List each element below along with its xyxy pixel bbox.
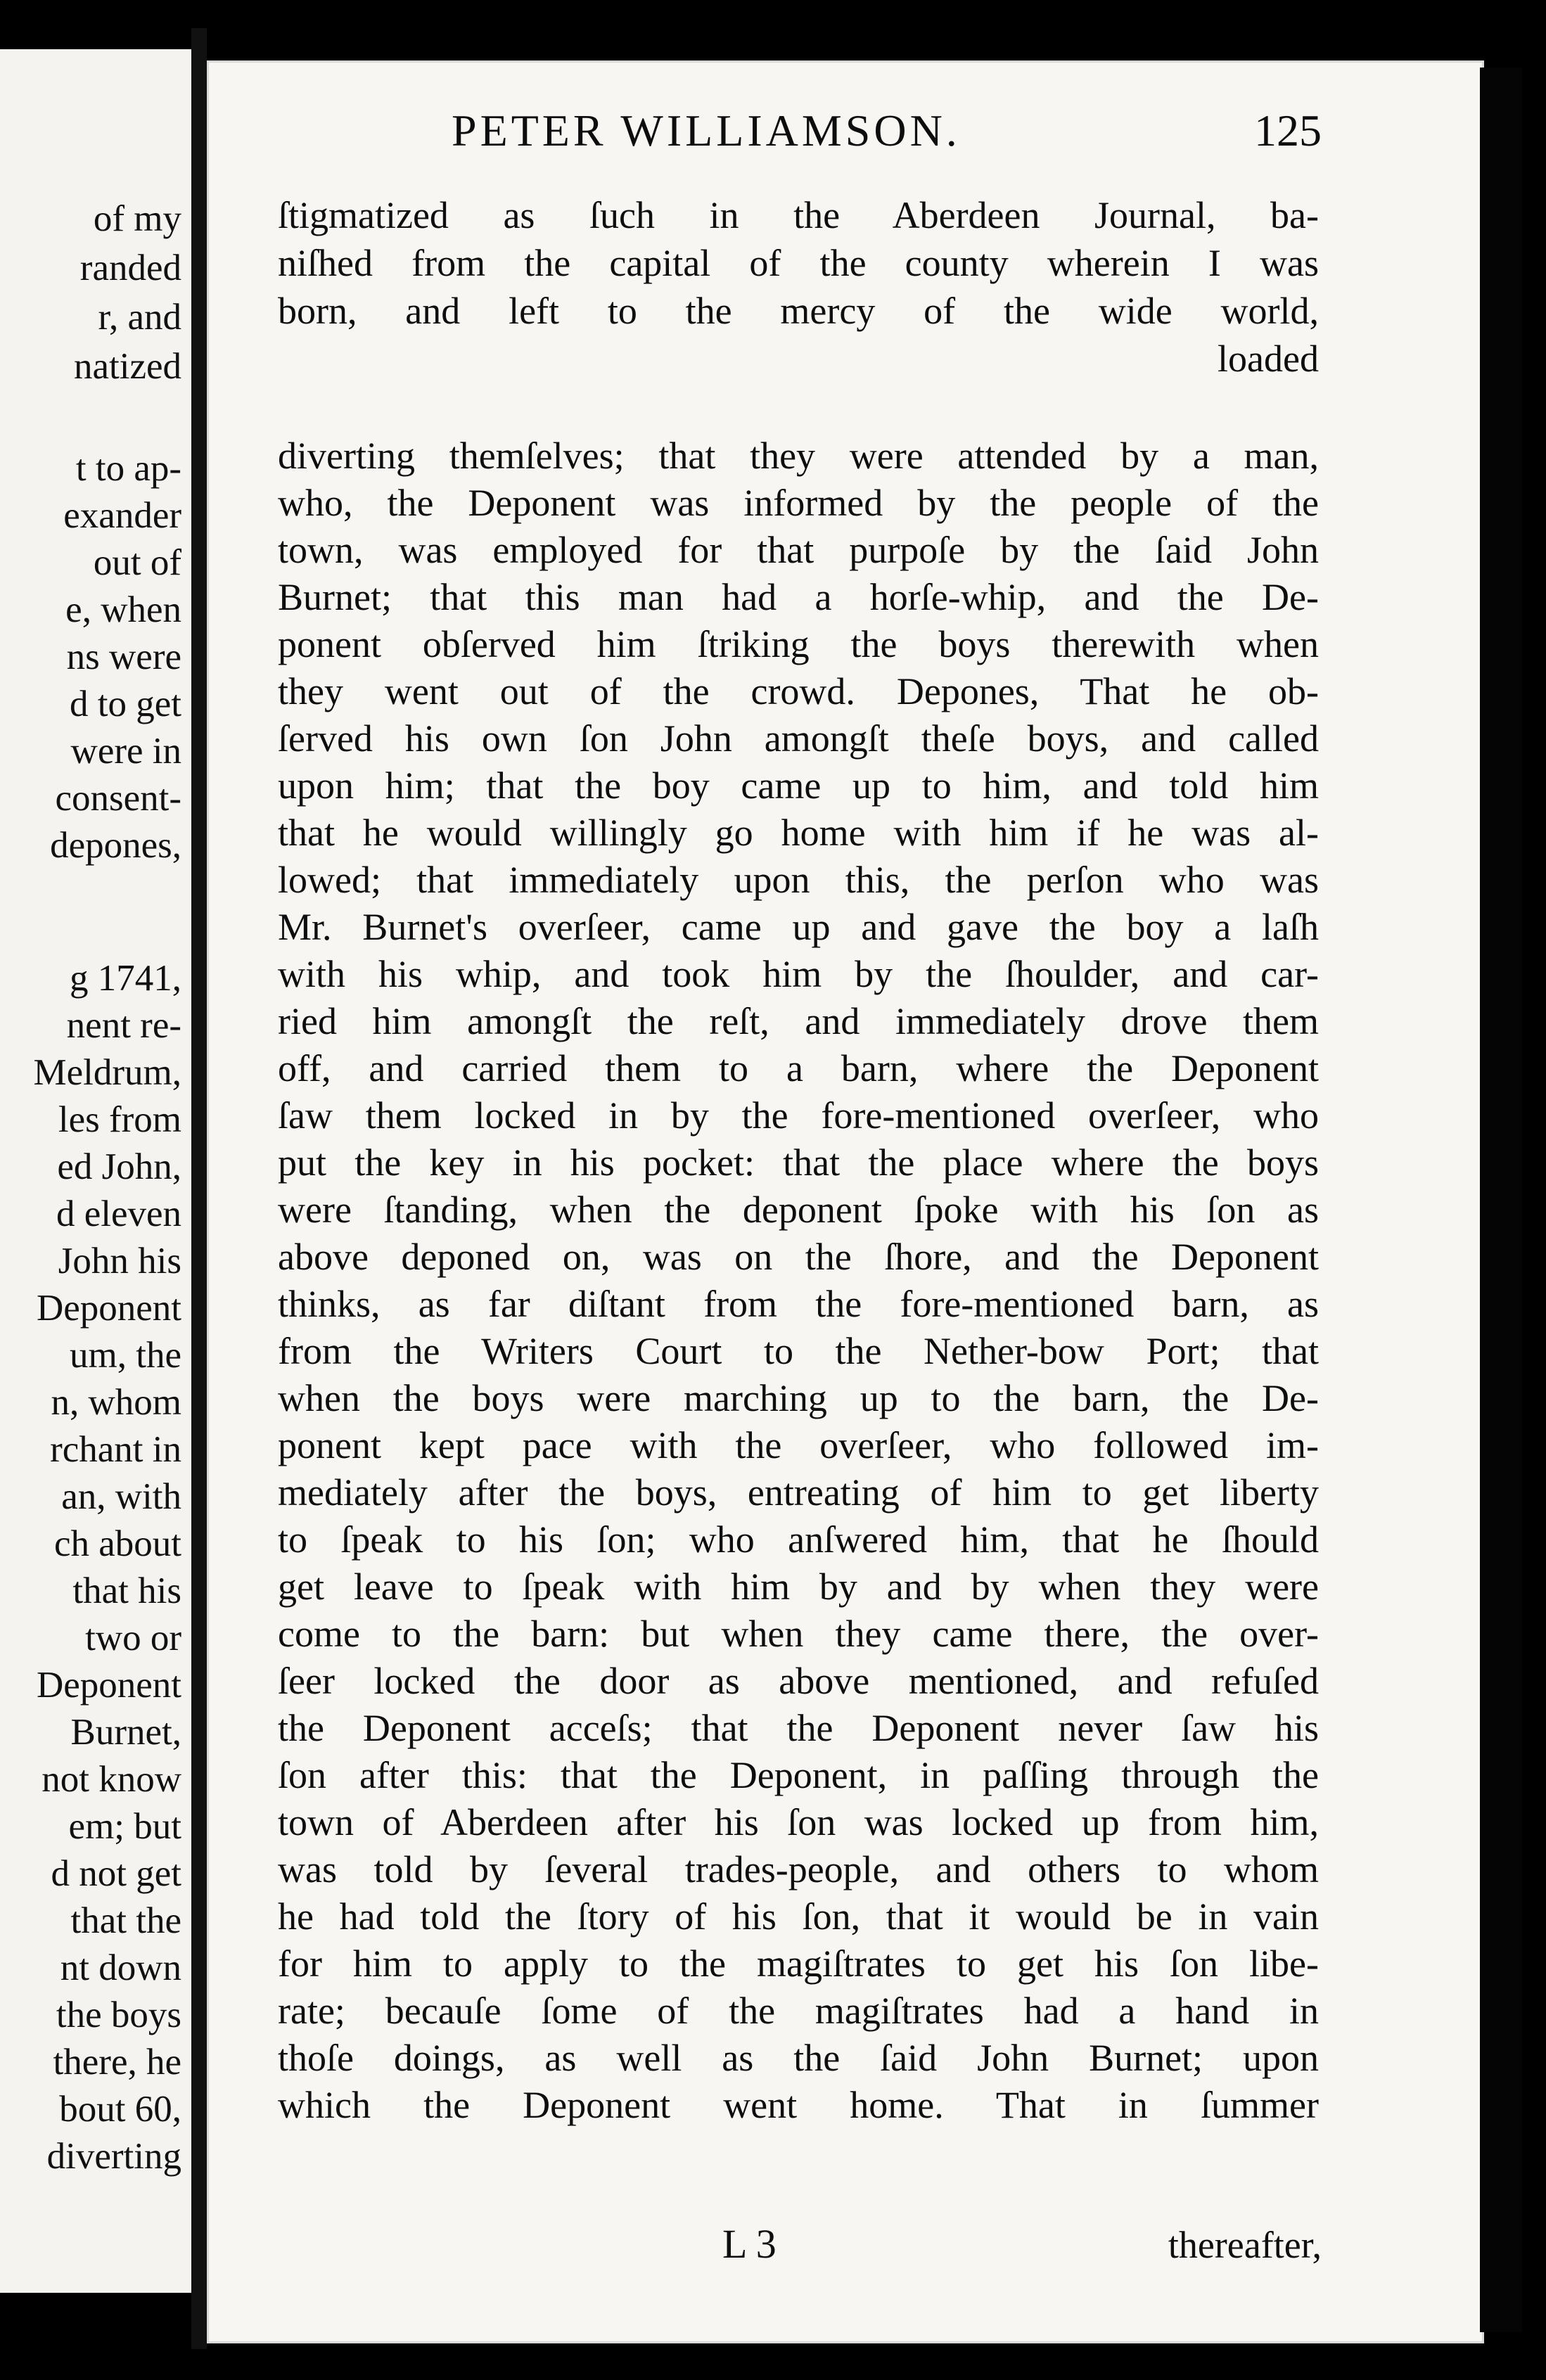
- left-page-line: n, whom: [51, 1382, 181, 1423]
- book-gutter: [191, 28, 207, 2349]
- text-line: ried him amongſt the reſt, and immediately drove them: [278, 1000, 1319, 1042]
- left-page-line: ed John,: [57, 1146, 181, 1187]
- left-page-line: r, and: [98, 297, 181, 338]
- text-line: with his whip, and took him by the ſhoulder, and car-: [278, 953, 1319, 995]
- page-edge-shadow: [1480, 68, 1522, 2332]
- text-line: ſon after this: that the Deponent, in paſſing through the: [278, 1754, 1319, 1796]
- text-line: for him to apply to the magiſtrates to get his ſon libe-: [278, 1943, 1319, 1985]
- left-page-line: Burnet,: [70, 1712, 181, 1753]
- left-page-line: that the: [70, 1900, 181, 1941]
- catchword: thereafter,: [1168, 2224, 1322, 2266]
- text-line: niſhed from the capital of the county wherein I was: [278, 242, 1319, 284]
- text-line: loaded: [1218, 338, 1319, 380]
- text-line: come to the barn: but when they came there, the over-: [278, 1613, 1319, 1655]
- text-line: that he would willingly go home with him if he was al-: [278, 812, 1319, 854]
- left-page-line: an, with: [61, 1476, 181, 1517]
- left-page-line: nent re-: [66, 1005, 181, 1046]
- text-line: above deponed on, was on the ſhore, and the Deponent: [278, 1236, 1319, 1278]
- left-page-line: g 1741,: [70, 958, 181, 999]
- left-page-line: out of: [93, 542, 181, 583]
- text-line: put the key in his pocket: that the place where the boys: [278, 1141, 1319, 1184]
- left-page-line: consent-: [55, 778, 181, 819]
- left-page-line: d not get: [51, 1853, 181, 1894]
- left-page-line: Deponent: [36, 1288, 181, 1329]
- text-line: ſeer locked the door as above mentioned, and refuſed: [278, 1660, 1319, 1702]
- left-page-line: depones,: [50, 825, 181, 866]
- left-page-fragment: [0, 49, 193, 2293]
- left-page-line: ns were: [66, 636, 181, 677]
- left-page-line: nt down: [60, 1947, 181, 1988]
- text-line: off, and carried them to a barn, where the Deponent: [278, 1047, 1319, 1089]
- left-page-line: t to ap-: [75, 448, 181, 489]
- text-line: thoſe doings, as well as the ſaid John Burnet; upon: [278, 2037, 1319, 2079]
- left-page-line: bout 60,: [59, 2089, 181, 2130]
- left-page-line: les from: [58, 1099, 181, 1140]
- text-line: was told by ſeveral trades-people, and others to whom: [278, 1848, 1319, 1890]
- text-line: town of Aberdeen after his ſon was locked up from him,: [278, 1801, 1319, 1843]
- text-line: were ſtanding, when the deponent ſpoke with his ſon as: [278, 1189, 1319, 1231]
- left-page-line: em; but: [68, 1806, 181, 1847]
- left-page-line: diverting: [46, 2136, 181, 2177]
- text-line: from the Writers Court to the Nether-bow Port; that: [278, 1330, 1319, 1372]
- running-title: PETER WILLIAMSON.: [452, 105, 961, 155]
- left-page-line: natized: [73, 346, 181, 387]
- text-line: Mr. Burnet's overſeer, came up and gave the boy a laſh: [278, 906, 1319, 948]
- left-page-line: there, he: [53, 2042, 181, 2082]
- left-page-line: d to get: [70, 684, 181, 724]
- text-line: the Deponent acceſs; that the Deponent never ſaw his: [278, 1707, 1319, 1749]
- text-line: Burnet; that this man had a horſe-whip, and the De-: [278, 576, 1319, 618]
- left-page-line: two or: [85, 1618, 181, 1658]
- right-page: [207, 60, 1484, 2343]
- left-page-line: that his: [72, 1570, 181, 1611]
- text-line: town, was employed for that purpoſe by the ſaid John: [278, 529, 1319, 571]
- left-page-line: e, when: [65, 589, 181, 630]
- text-line: they went out of the crowd. Depones, That he ob-: [278, 670, 1319, 712]
- left-page-line: of my: [93, 198, 181, 239]
- left-page-line: rchant in: [50, 1429, 181, 1470]
- left-page-line: um, the: [70, 1335, 181, 1376]
- text-line: ſtigmatized as ſuch in the Aberdeen Journal, ba-: [278, 194, 1319, 236]
- left-page-line: not know: [41, 1759, 181, 1800]
- signature-mark: L 3: [722, 2221, 777, 2267]
- text-line: upon him; that the boy came up to him, and told him: [278, 764, 1319, 807]
- text-line: when the boys were marching up to the barn, the De-: [278, 1377, 1319, 1419]
- left-page-line: exander: [63, 495, 181, 536]
- text-line: thinks, as far diſtant from the fore-mentioned barn, as: [278, 1283, 1319, 1325]
- text-line: ponent kept pace with the overſeer, who followed im-: [278, 1424, 1319, 1466]
- text-line: lowed; that immediately upon this, the perſon who was: [278, 859, 1319, 901]
- text-line: he had told the ſtory of his ſon, that it would be in vain: [278, 1895, 1319, 1938]
- text-line: diverting themſelves; that they were attended by a man,: [278, 435, 1319, 477]
- page-header: [209, 105, 1482, 161]
- text-line: born, and left to the mercy of the wide world,: [278, 290, 1319, 332]
- left-page-line: ch about: [53, 1523, 181, 1564]
- text-line: ponent obſerved him ſtriking the boys therewith when: [278, 623, 1319, 665]
- left-page-line: Meldrum,: [33, 1052, 181, 1093]
- left-page-line: Deponent: [36, 1665, 181, 1706]
- left-page-line: randed: [79, 248, 181, 288]
- text-line: mediately after the boys, entreating of him to get liberty: [278, 1471, 1319, 1514]
- text-line: which the Deponent went home. That in ſummer: [278, 2084, 1319, 2126]
- left-page-line: d eleven: [56, 1194, 181, 1234]
- left-page-line: the boys: [56, 1995, 181, 2035]
- text-line: ſerved his own ſon John amongſt theſe boys, and called: [278, 717, 1319, 760]
- page-number: 125: [1254, 105, 1322, 155]
- text-line: who, the Deponent was informed by the people of the: [278, 482, 1319, 524]
- text-line: get leave to ſpeak with him by and by when they were: [278, 1566, 1319, 1608]
- text-line: to ſpeak to his ſon; who anſwered him, that he ſhould: [278, 1518, 1319, 1561]
- left-page-line: were in: [70, 731, 181, 772]
- text-line: ſaw them locked in by the fore-mentioned overſeer, who: [278, 1094, 1319, 1137]
- left-page-line: John his: [58, 1241, 181, 1281]
- text-line: rate; becauſe ſome of the magiſtrates had a hand in: [278, 1990, 1319, 2032]
